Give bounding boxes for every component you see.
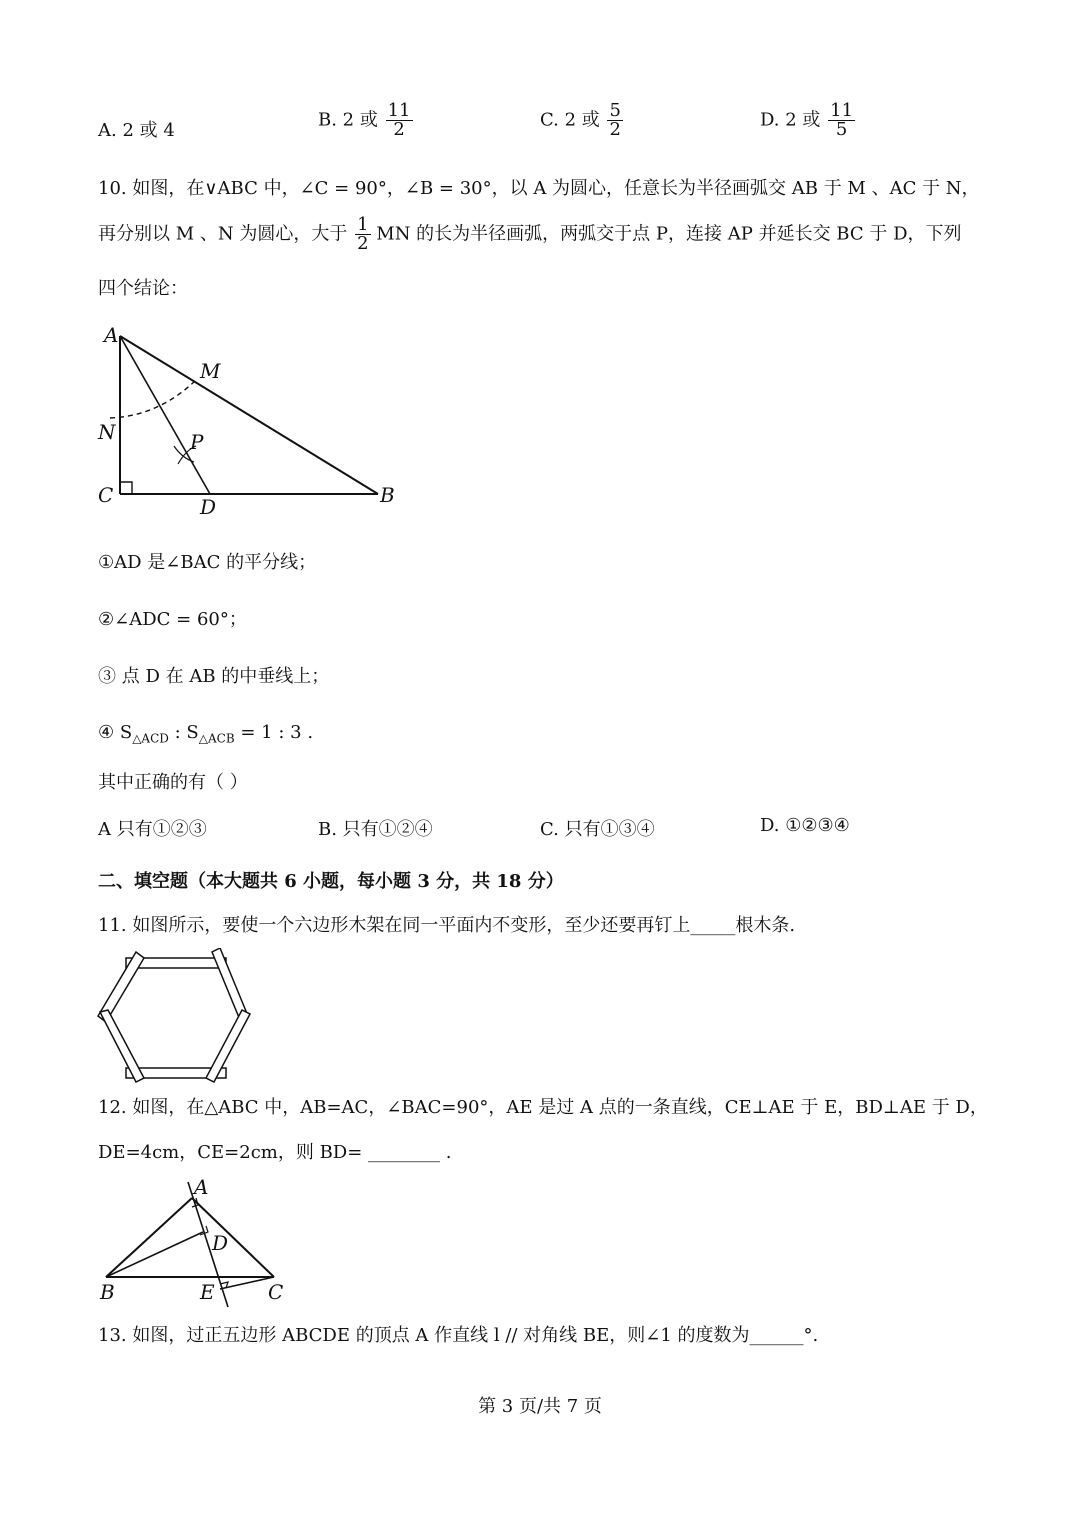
arc-mn	[110, 378, 198, 418]
bar-lower-left	[100, 1010, 144, 1082]
q10-option-a: A 只有①②③	[98, 819, 207, 840]
q12-line1: 12. 如图，在△ABC 中，AB=AC，∠BAC=90°，AE 是过 A 点的一条直线，CE⊥AE 于 E，BD⊥AE 于 D，	[98, 1097, 988, 1118]
side-ab	[106, 1198, 192, 1277]
bar-lower-right	[206, 1010, 250, 1082]
q10-option-b: B. 只有①②④	[318, 819, 433, 840]
side-ac	[192, 1198, 274, 1277]
q9-option-a: A. 2 或 4	[98, 120, 175, 141]
label-b: B	[100, 1280, 115, 1304]
label-n: N	[98, 420, 116, 444]
label-d: D	[200, 495, 217, 519]
triangle-abc-perpendicular-figure	[96, 1172, 296, 1312]
q10-line3: 四个结论：	[98, 278, 188, 299]
q10-conclusion-4: ④ $S_{\triangle ACD}$ : $S_{\triangle ACB} = 1$ : 3 .	[98, 722, 314, 746]
label-b: B	[380, 483, 395, 507]
q10-conclusion-3: ③ 点 D 在 AB 的中垂线上；	[98, 666, 330, 687]
q10-line2: 再分别以 M 、N 为圆心，大于 $\frac{1}{2}$ MN 的长为半径画弧，两弧交于点 P，连接 AP 并延长交 BC 于 D，下列	[98, 214, 962, 254]
hexagon-frame-figure	[96, 948, 252, 1088]
right-angle-mark	[120, 482, 132, 494]
q10-conclusion-2: ②∠ADC = 60°；	[98, 609, 247, 630]
bar-upper-right	[212, 948, 248, 1020]
q9-option-c: C. 2 或 $\frac{5}{2}$	[540, 100, 621, 140]
label-a: A	[104, 323, 119, 347]
q10-question: 其中正确的有（ ）	[98, 772, 248, 793]
q10-line1: 10. 如图，在∨ABC 中，∠C = 90°，∠B = 30°，以 A 为圆心，任意长为半径画弧交 AB 于 M 、AC 于 N，	[98, 178, 980, 199]
label-a: A	[194, 1175, 209, 1199]
label-c: C	[98, 483, 114, 507]
section-2-title: 二、填空题（本大题共 6 小题，每小题 3 分，共 18 分）	[98, 871, 564, 892]
label-e: E	[200, 1280, 215, 1304]
segment-bd	[106, 1232, 203, 1277]
q13-text: 13. 如图，过正五边形 ABCDE 的顶点 A 作直线 l // 对角线 BE，则∠1 的度数为______°.	[98, 1325, 819, 1346]
q12-line2: DE=4cm，CE=2cm，则 BD= ________ .	[98, 1142, 452, 1163]
triangle-abc-figure	[90, 318, 410, 528]
side-ab	[120, 336, 378, 494]
line-ad	[120, 336, 210, 494]
label-m: M	[200, 359, 221, 383]
q10-option-d: D. ①②③④	[760, 815, 850, 836]
q10-conclusion-1: ①AD 是∠BAC 的平分线；	[98, 552, 317, 573]
page-footer: 第 3 页/共 7 页	[478, 1396, 602, 1417]
q11-text: 11. 如图所示，要使一个六边形木架在同一平面内不变形，至少还要再钉上_____根木条.	[98, 915, 796, 936]
label-c: C	[268, 1280, 284, 1304]
q9-option-b: B. 2 或 $\frac{11}{2}$	[318, 100, 411, 140]
q10-option-c: C. 只有①③④	[540, 819, 655, 840]
label-p: P	[190, 430, 204, 454]
q9-option-d: D. 2 或 $\frac{11}{5}$	[760, 100, 854, 140]
label-d: D	[212, 1231, 229, 1255]
